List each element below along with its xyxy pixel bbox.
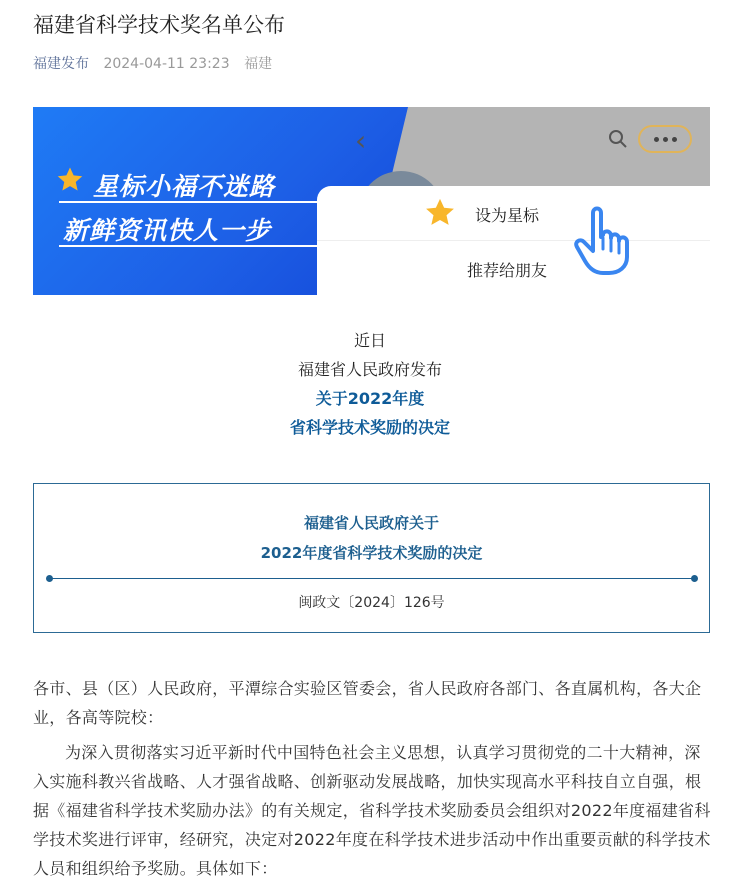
intro-highlight: 关于2022年度 <box>315 389 425 408</box>
recommend-menu-item: 推荐给朋友 <box>467 261 548 280</box>
intro-line: 近日 <box>353 331 386 350</box>
article-source-link[interactable]: 福建发布 <box>33 56 89 72</box>
share-menu <box>317 186 710 295</box>
search-icon <box>608 129 628 149</box>
menu-divider <box>317 240 710 241</box>
intro-block <box>0 326 740 442</box>
rule-dot <box>46 575 53 582</box>
intro-highlight: 省科学技术奖励的决定 <box>289 418 450 437</box>
body-paragraph: 各市、县（区）人民政府，平潭综合实验区管委会，省人民政府各部门、各直属机构，各大企业，各高等院校： <box>33 679 702 727</box>
article-title: 福建省科学技术奖名单公布 <box>33 13 285 37</box>
set-star-menu-item: 设为星标 <box>475 206 540 225</box>
banner-slogan-line2: 新鲜资讯快人一步 <box>63 216 272 245</box>
hand-pointer-icon <box>571 205 637 277</box>
article-region: 福建 <box>244 56 273 72</box>
document-rule <box>49 578 694 579</box>
back-icon: ‹ <box>355 124 367 157</box>
star-promo-banner <box>33 107 710 295</box>
document-number: 闽政文〔2024〕126号 <box>298 595 445 611</box>
document-title: 福建省人民政府关于 <box>303 514 439 532</box>
article-datetime: 2024-04-11 23:23 <box>103 56 230 72</box>
document-title: 2022年度省科学技术奖励的决定 <box>260 544 483 562</box>
banner-underline <box>59 245 347 247</box>
more-icon <box>638 125 692 153</box>
body-paragraph: 为深入贯彻落实习近平新时代中国特色社会主义思想，认真学习贯彻党的二十大精神，深入实施科教兴省战略、人才强省战略、创新驱动发展战略，加快实现高水平科技自立自强，根据《福建省科学技术奖励办法》的有关规定，省科学技术奖励委员会组织对2022年度福建省科学技术奖进行评审，经研究，决定对2022年度在科学技术进步活动中作出重要贡献的科学技术人员和组织给予奖励。具体如下： <box>33 743 711 878</box>
article-meta <box>33 54 272 74</box>
banner-underline <box>59 201 347 203</box>
rule-dot <box>691 575 698 582</box>
intro-line: 福建省人民政府发布 <box>297 360 442 379</box>
star-icon <box>423 196 457 230</box>
document-header-box <box>33 483 710 633</box>
banner-slogan-line1: 星标小福不迷路 <box>93 172 276 201</box>
